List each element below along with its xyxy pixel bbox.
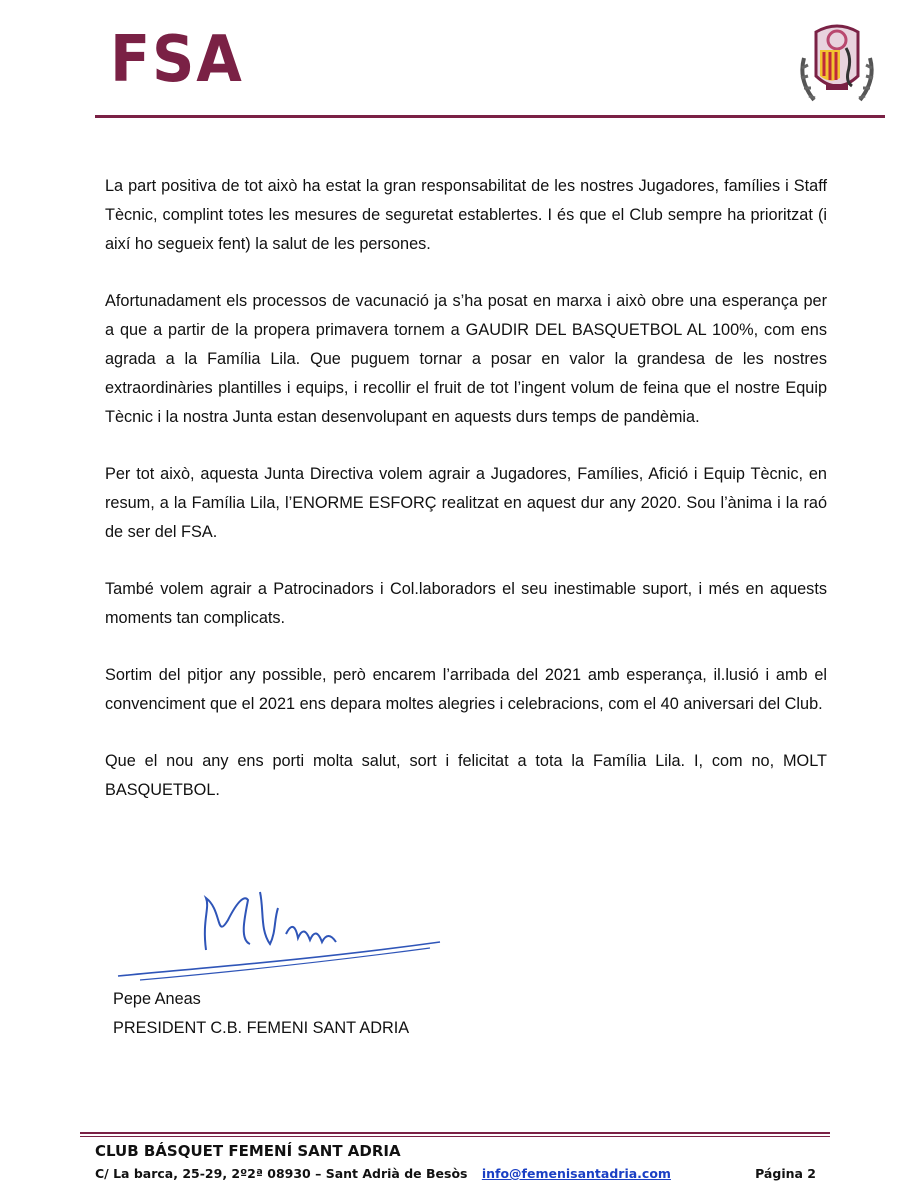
paragraph: Que el nou any ens porti molta salut, sort i felicitat a tota la Família Lila. I, com no, MOLT BASQUETBOL. <box>105 752 827 799</box>
header-divider <box>95 115 885 118</box>
footer-email-link[interactable]: info@femenisantadria.com <box>481 1166 671 1181</box>
paragraph: Per tot això, aquesta Junta Directiva volem agrair a Jugadores, Famílies, Afició i Equip Tècnic, en resum, a la Família Lila, l’ENORME ESFORÇ realitzat en aquest dur any 2020. Sou l’ànima i la raó de ser del FSA. <box>105 465 827 541</box>
footer-address-line <box>95 1166 817 1181</box>
signer-title: PRESIDENT C.B. FEMENI SANT ADRIA <box>113 1019 410 1037</box>
footer-divider-thin <box>80 1136 830 1137</box>
paragraph: Afortunadament els processos de vacunació ja s’ha posat en marxa i això obre una esperança per a que a partir de la propera primavera tornem a GAUDIR DEL BASQUETBOL AL 100%, com ens agrada a la Família Lila. Que puguem tornar a posar en valor la grandesa de les nostres extraordinàries plantilles i equips, i recollir el fruit de tot l’ingent volum de feina que el nostre Equip Tècnic i la nostra Junta estan desenvolupant en aquests durs temps de pandèmia. <box>105 292 827 426</box>
letter-body <box>105 172 827 833</box>
signer-block <box>113 985 409 1043</box>
club-crest-icon <box>796 18 878 110</box>
paragraph: Sortim del pitjor any possible, però encarem l’arribada del 2021 amb esperança, il.lusió i amb el convenciment que el 2021 ens depara moltes alegries i celebracions, com el 40 aniversari del Club. <box>105 666 827 713</box>
letterhead <box>0 0 924 130</box>
footer-divider <box>80 1132 830 1134</box>
paragraph: També volem agrair a Patrocinadors i Col.laboradors el seu inestimable suport, i més en aquests moments tan complicats. <box>105 580 827 627</box>
signer-name: Pepe Aneas <box>113 990 201 1008</box>
paragraph: La part positiva de tot això ha estat la gran responsabilitat de les nostres Jugadores, famílies i Staff Tècnic, complint totes les mesures de seguretat establertes. I és que el Club sempre ha prioritzat (i així ho segueix fent) la salut de les persones. <box>105 177 827 253</box>
handwritten-signature <box>110 880 450 990</box>
page-number: Página 2 <box>755 1166 816 1181</box>
footer-address: C/ La barca, 25-29, 2º2ª 08930 – Sant Adrià de Besòs <box>95 1166 468 1181</box>
footer-club-name: CLUB BÁSQUET FEMENÍ SANT ADRIA <box>95 1142 401 1160</box>
club-logo: FSA <box>110 23 244 97</box>
